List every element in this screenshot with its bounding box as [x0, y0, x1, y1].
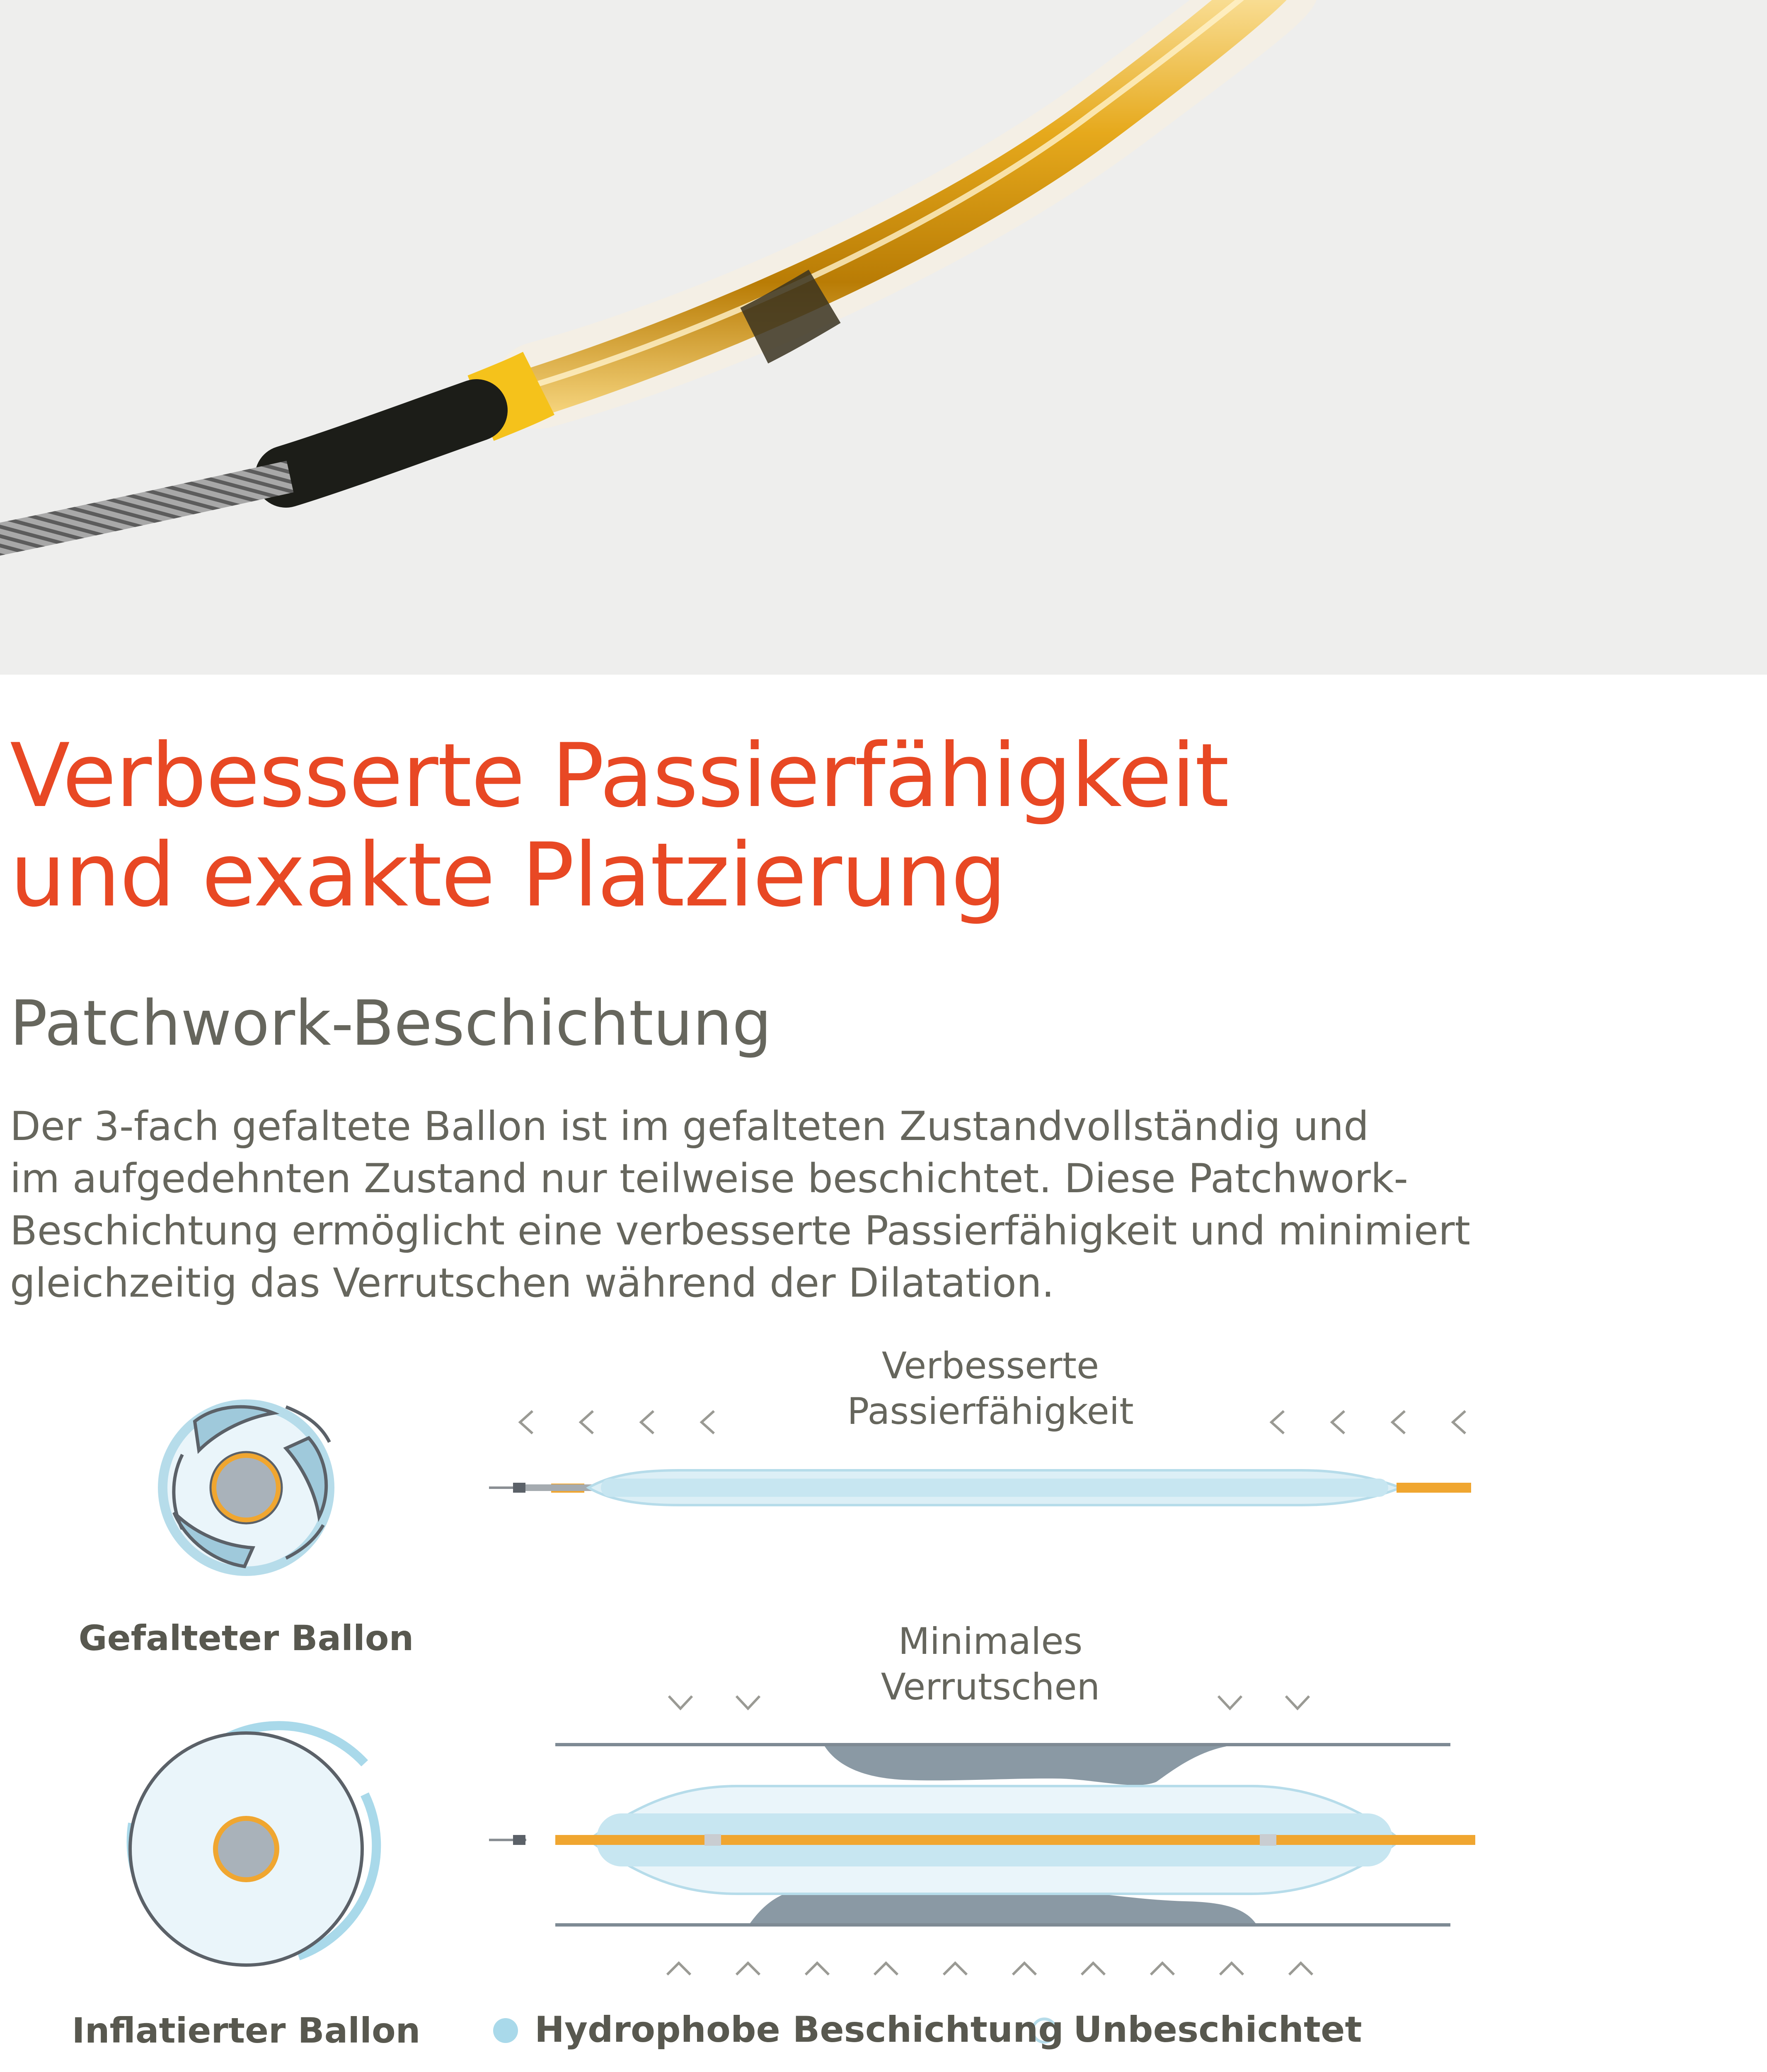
paragraph-line: gleichzeitig das Verrutschen während der Dilatation. — [10, 1260, 1055, 1306]
hero-product-image — [0, 0, 1767, 675]
catheter-illustration — [0, 0, 1767, 675]
top-caption-line-1: Verbesserte — [881, 1344, 1099, 1387]
paragraph-line: im aufgedehnten Zustand nur teilweise beschichtet. Diese Patchwork- — [10, 1155, 1409, 1202]
headline-line-1: Verbesserte Passierfähigkeit — [10, 724, 1229, 827]
coated-legend-dot — [493, 2018, 518, 2043]
bottom-caption-line-1: Minimales — [898, 1620, 1083, 1663]
headline-line-2: und exakte Platzierung — [10, 824, 1006, 926]
up-arrows — [667, 1963, 1312, 1975]
folded-balloon-crosssection — [158, 1399, 334, 1576]
top-caption-line-2: Passierfähigkeit — [847, 1390, 1134, 1433]
paragraph-line: Der 3-fach gefaltete Ballon ist im gefalteten Zustandvollständig und — [10, 1103, 1369, 1150]
legend-coated-label: Hydrophobe Beschichtung — [535, 2009, 1064, 2050]
folded-balloon-catheter — [489, 1470, 1471, 1505]
left-arrows-right-group — [1271, 1411, 1465, 1433]
inflated-balloon-crosssection — [130, 1726, 376, 1965]
inflated-balloon-label: Inflatierter Ballon — [72, 2010, 421, 2051]
left-arrows-left-group — [520, 1411, 714, 1433]
bottom-caption-line-2: Verrutschen — [881, 1665, 1100, 1708]
legend-uncoated-label: Unbeschichtet — [1073, 2009, 1362, 2050]
vessel-with-balloon — [489, 1745, 1475, 1925]
paragraph-line: Beschichtung ermöglicht eine verbesserte Passierfähigkeit und minimiert — [10, 1208, 1471, 1254]
folded-balloon-label: Gefalteter Ballon — [78, 1618, 414, 1658]
section-title: Patchwork-Beschichtung — [10, 988, 772, 1060]
